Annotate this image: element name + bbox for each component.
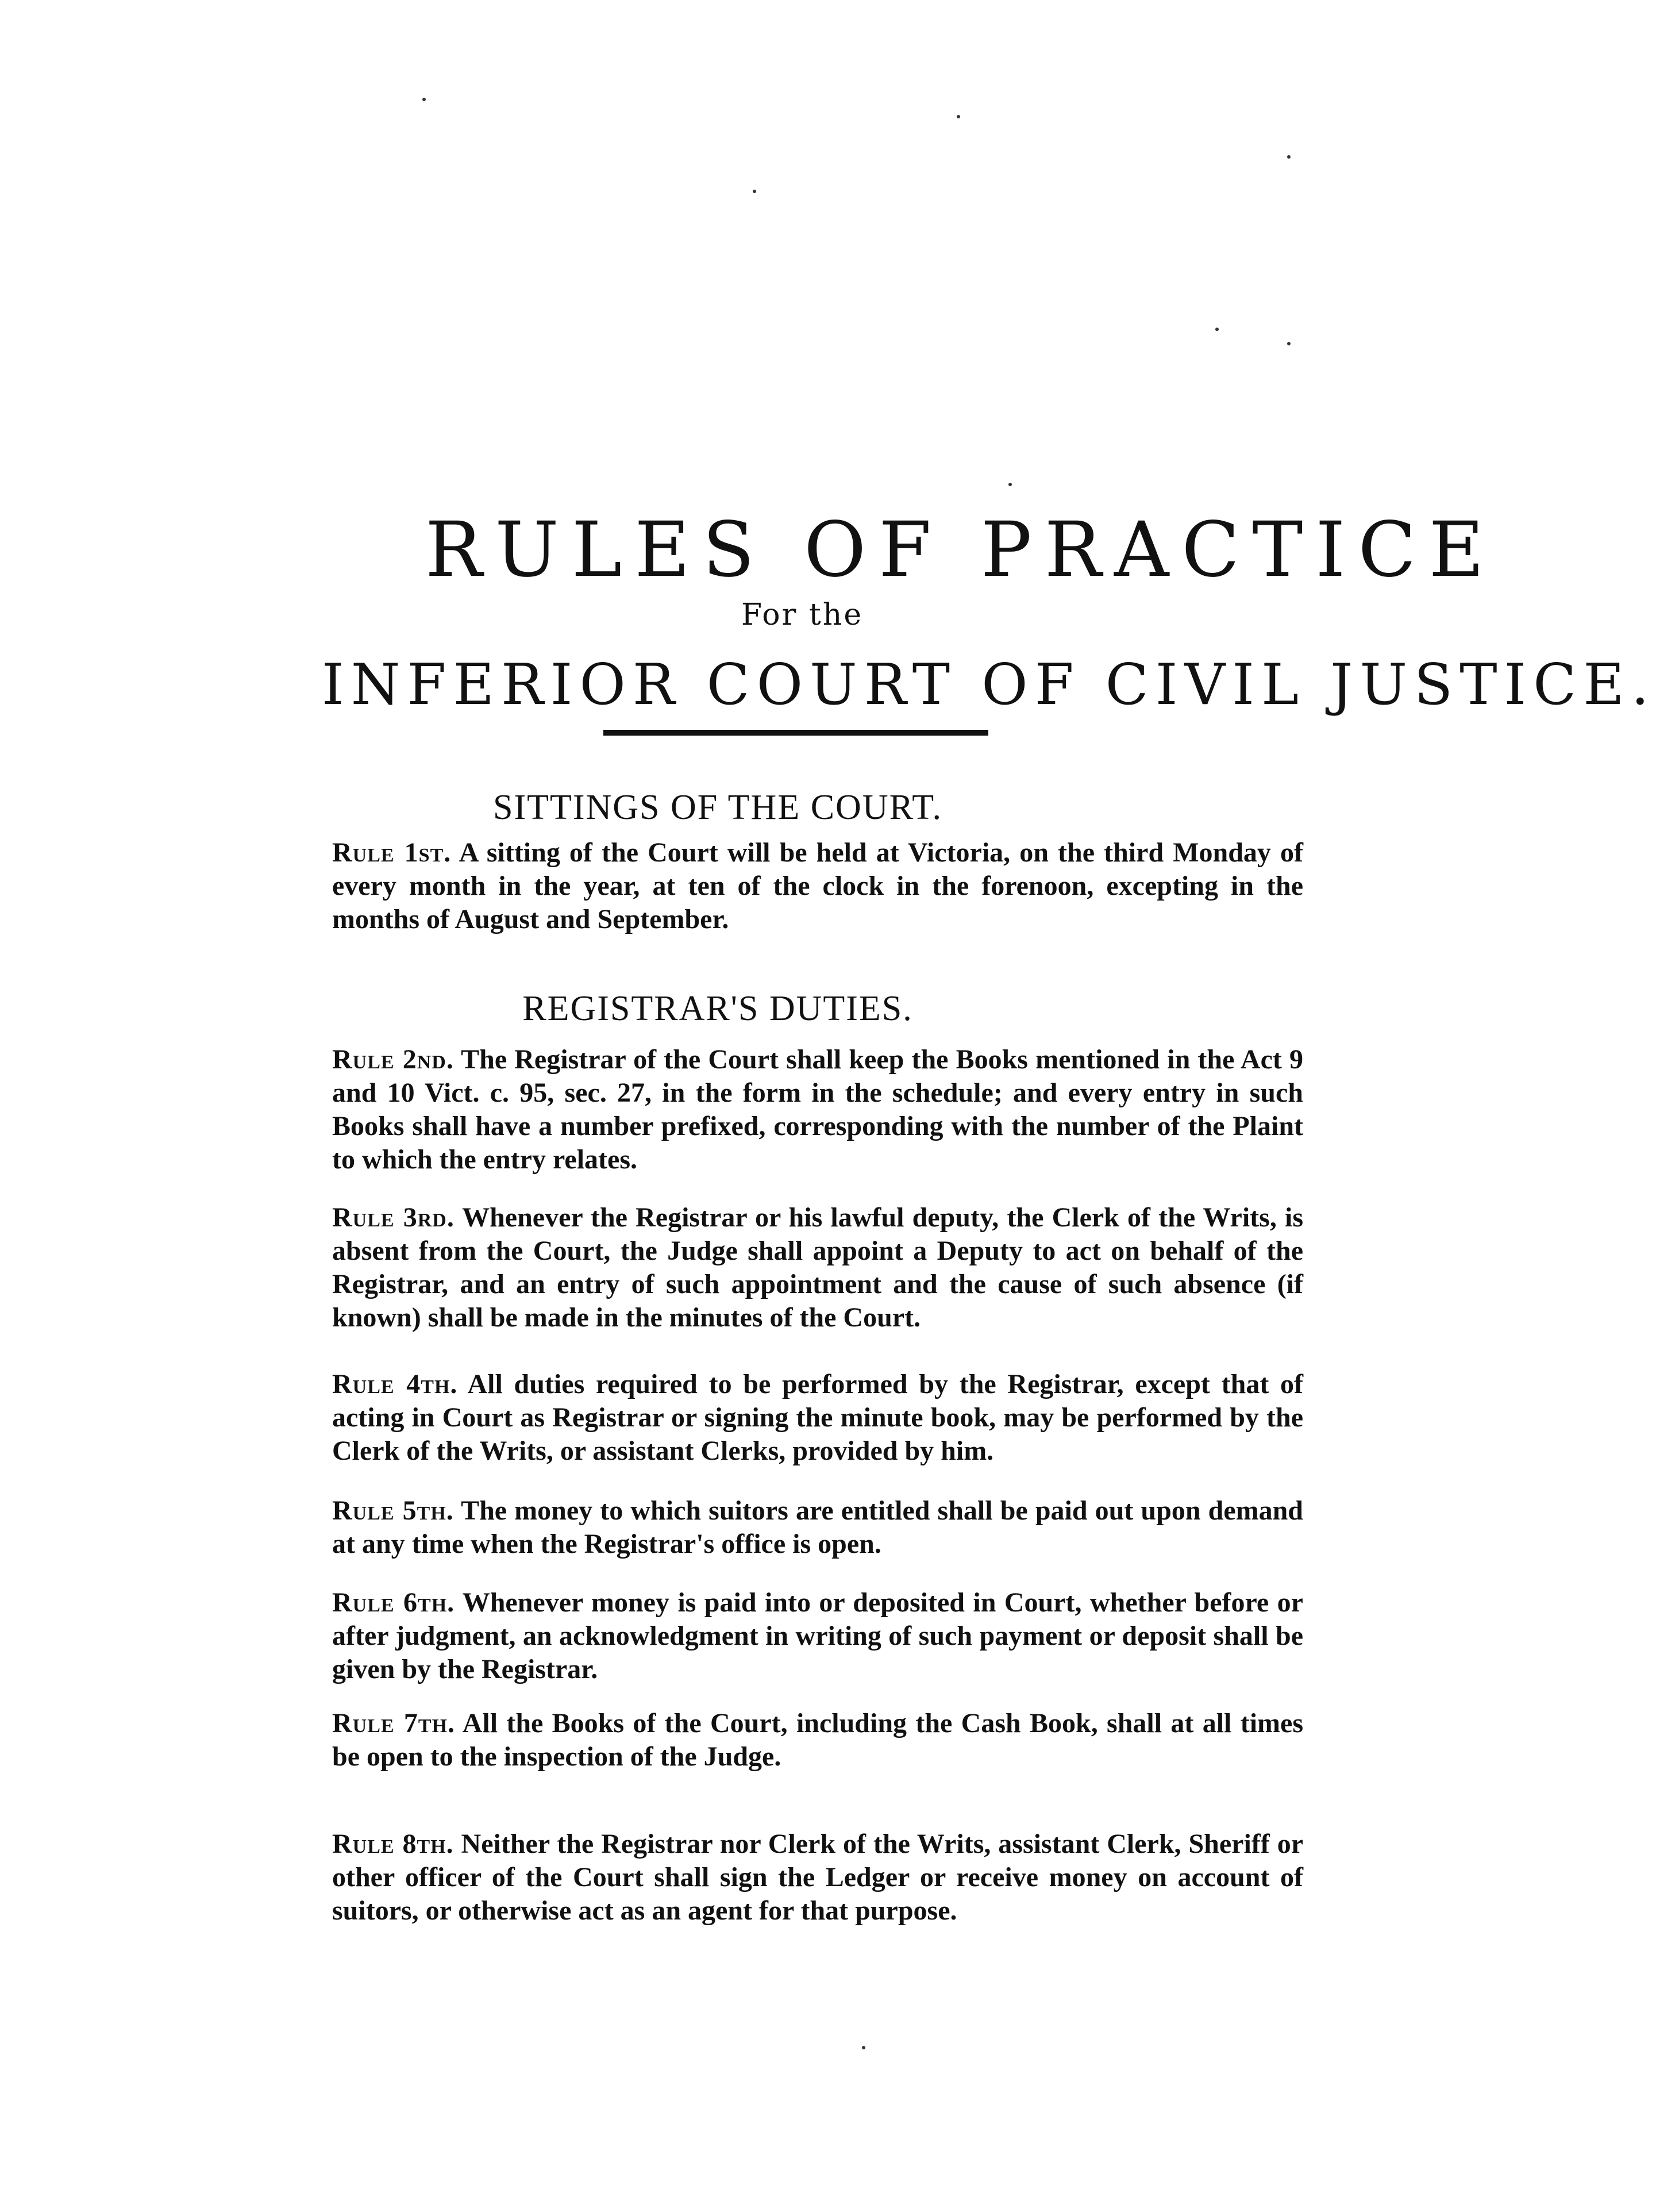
scan-speck: [1215, 328, 1219, 331]
rule-label: Rule 4th.: [332, 1369, 458, 1399]
section-heading-registrar: REGISTRAR'S DUTIES.: [522, 989, 913, 1028]
rule-paragraph: [332, 1707, 1303, 1774]
rule-paragraph: [332, 1201, 1303, 1334]
rule-text: Whenever the Registrar or his lawful deputy, the Clerk of the Writs, is absent from the Court, the Judge shall appoint a Deputy to act on behalf of the Registrar, and an entry of such appointment and the cause of such absence (if known) shall be made in the minutes of the Court.: [332, 1202, 1303, 1333]
rule-paragraph: [332, 1828, 1303, 1928]
scan-speck: [422, 98, 426, 101]
page-subtitle-prefix: For the: [741, 598, 864, 632]
scan-speck: [1287, 155, 1291, 159]
scan-speck: [862, 2046, 865, 2049]
rule-text: All duties required to be performed by the Registrar, except that of acting in Court as Registrar or signing the minute book, may be performed by the Clerk of the Writs, or assistant Clerks, provided by him.: [332, 1369, 1303, 1466]
title-divider: [603, 730, 988, 736]
rule-text: The Registrar of the Court shall keep the Books mentioned in the Act 9 and 10 Vict. c. 95, sec. 27, in the form in the schedule; and every entry in such Books shall have a number prefixed, corresponding with the number of the Plaint to which the entry relates.: [332, 1044, 1303, 1175]
rule-label: Rule 5th.: [332, 1495, 454, 1526]
scan-speck: [957, 115, 960, 118]
rule-text: Whenever money is paid into or deposited in Court, whether before or after judgment, an acknowledgment in writing of such payment or deposit shall be given by the Registrar.: [332, 1587, 1303, 1684]
scan-speck: [1287, 342, 1291, 345]
rule-paragraph: [332, 1586, 1303, 1686]
rule-label: Rule 2nd.: [332, 1044, 454, 1075]
rule-paragraph: [332, 836, 1303, 936]
page-subtitle: INFERIOR COURT OF CIVIL JUSTICE.: [322, 652, 1656, 718]
rule-paragraph: [332, 1494, 1303, 1561]
page-title: RULES OF PRACTICE: [425, 506, 1497, 594]
section-heading-sittings: SITTINGS OF THE COURT.: [492, 788, 942, 827]
scan-speck: [1008, 483, 1012, 486]
rule-label: Rule 6th.: [332, 1587, 455, 1618]
rule-label: Rule 7th.: [332, 1708, 456, 1738]
rule-text: Neither the Registrar nor Clerk of the Writs, assistant Clerk, Sheriff or other officer of the Court shall sign the Ledger or receive money on account of suitors, or otherwise act as an agent for that purpose.: [332, 1829, 1303, 1926]
rule-text: The money to which suitors are entitled shall be paid out upon demand at any time when the Registrar's office is open.: [332, 1495, 1304, 1559]
scan-speck: [753, 190, 756, 193]
rule-text: A sitting of the Court will be held at Victoria, on the third Monday of every month in the year, at ten of the clock in the forenoon, excepting in the months of August and September.: [332, 837, 1303, 934]
rule-label: Rule 1st.: [332, 837, 452, 868]
rule-text: All the Books of the Court, including the Cash Book, shall at all times be open to the inspection of the Judge.: [332, 1708, 1303, 1772]
rule-label: Rule 8th.: [332, 1829, 454, 1859]
rule-label: Rule 3rd.: [332, 1202, 455, 1233]
rule-paragraph: [332, 1368, 1303, 1468]
rule-paragraph: [332, 1043, 1303, 1176]
